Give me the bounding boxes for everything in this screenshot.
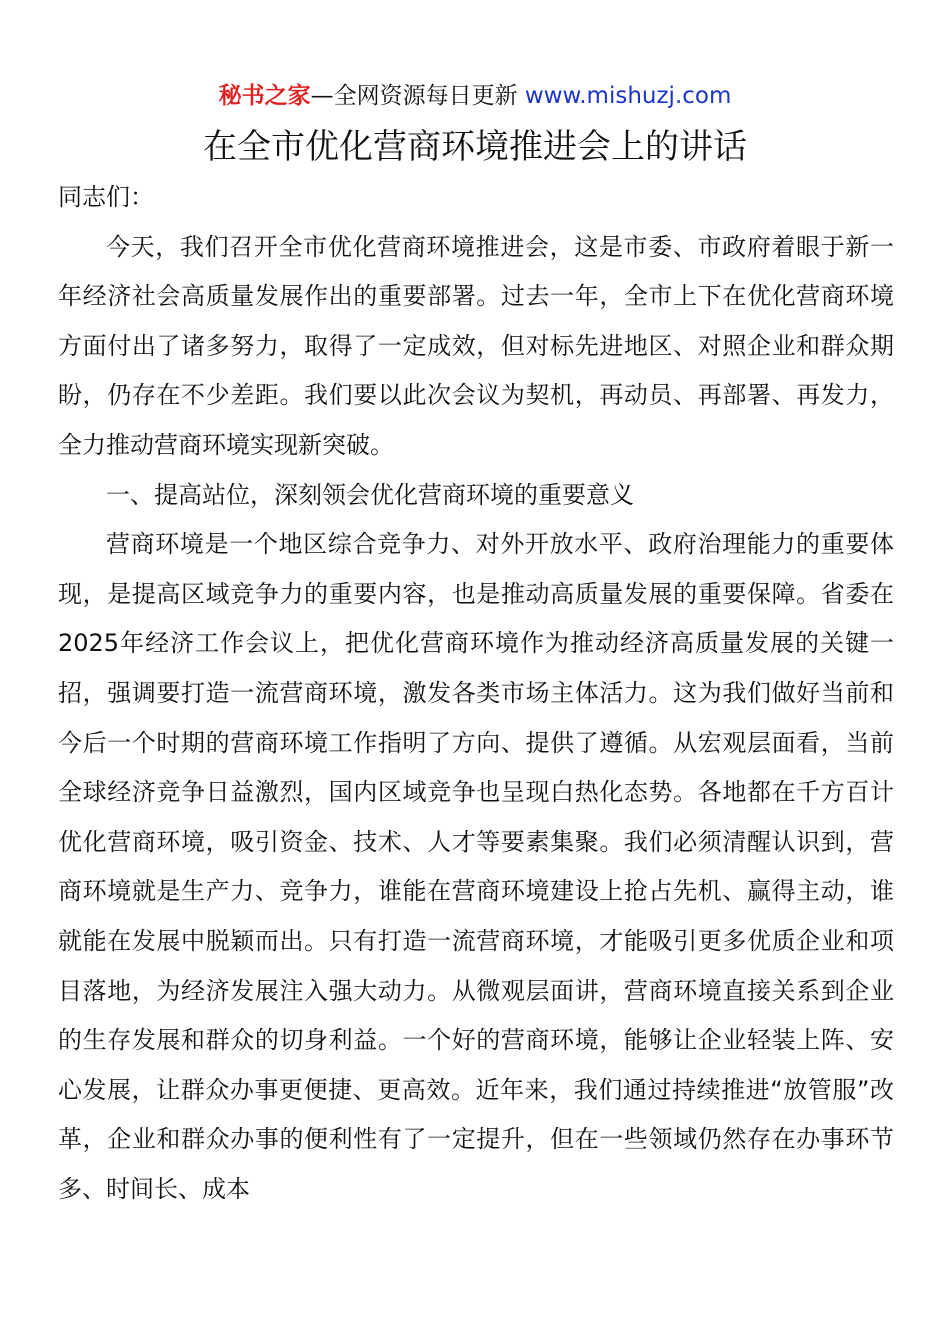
section-heading-1: 一、提高站位，深刻领会优化营商环境的重要意义 <box>106 480 634 509</box>
site-header <box>0 80 950 112</box>
salutation: 同志们： <box>58 183 154 211</box>
site-brand: 秘书之家 <box>218 83 311 109</box>
site-tagline: —全网资源每日更新 <box>310 83 518 109</box>
paragraph-significance: 营商环境是一个地区综合竞争力、对外开放水平、政府治理能力的重要体现，是提高区域竞争力的重要内容，也是推动高质量发展的重要保障。省委在2025年经济工作会议上，把优化营商环境作为推动经济高质量发展的关键一招，强调要打造一流营商环境，激发各类市场主体活力。这为我们做好当前和今后一个时期的营商环境工作指明了方向、提供了遵循。从宏观层面看，当前全球经济竞争日益激烈，国内区域竞争也呈现白热化态势。各地都在千方百计优化营商环境，吸引资金、技术、人才等要素集聚。我们必须清醒认识到，营商环境就是生产力、竞争力，谁能在营商环境建设上抢占先机、赢得主动，谁就能在发展中脱颖而出。只有打造一流营商环境，才能吸引更多优质企业和项目落地，为经济发展注入强大动力。从微观层面讲，营商环境直接关系到企业的生存发展和群众的切身利益。一个好的营商环境，能够让企业轻装上阵、安心发展，让群众办事更便捷、更高效。近年来，我们通过持续推进“放管服”改革，企业和群众办事的便利性有了一定提升，但在一些领域仍然存在办事环节多、时间长、成本 <box>58 530 894 1203</box>
document-title: 在全市优化营商环境推进会上的讲话 <box>203 127 747 167</box>
paragraph-intro: 今天，我们召开全市优化营商环境推进会，这是市委、市政府着眼于新一年经济社会高质量发展作出的重要部署。过去一年，全市上下在优化营商环境方面付出了诸多努力，取得了一定成效，但对标先进地区、对照企业和群众期盼，仍存在不少差距。我们要以此次会议为契机，再动员、再部署、再发力，全力推动营商环境实现新突破。 <box>58 232 894 459</box>
site-url-link[interactable]: www.mishuzj.com <box>524 83 732 109</box>
document-body <box>58 173 894 1214</box>
